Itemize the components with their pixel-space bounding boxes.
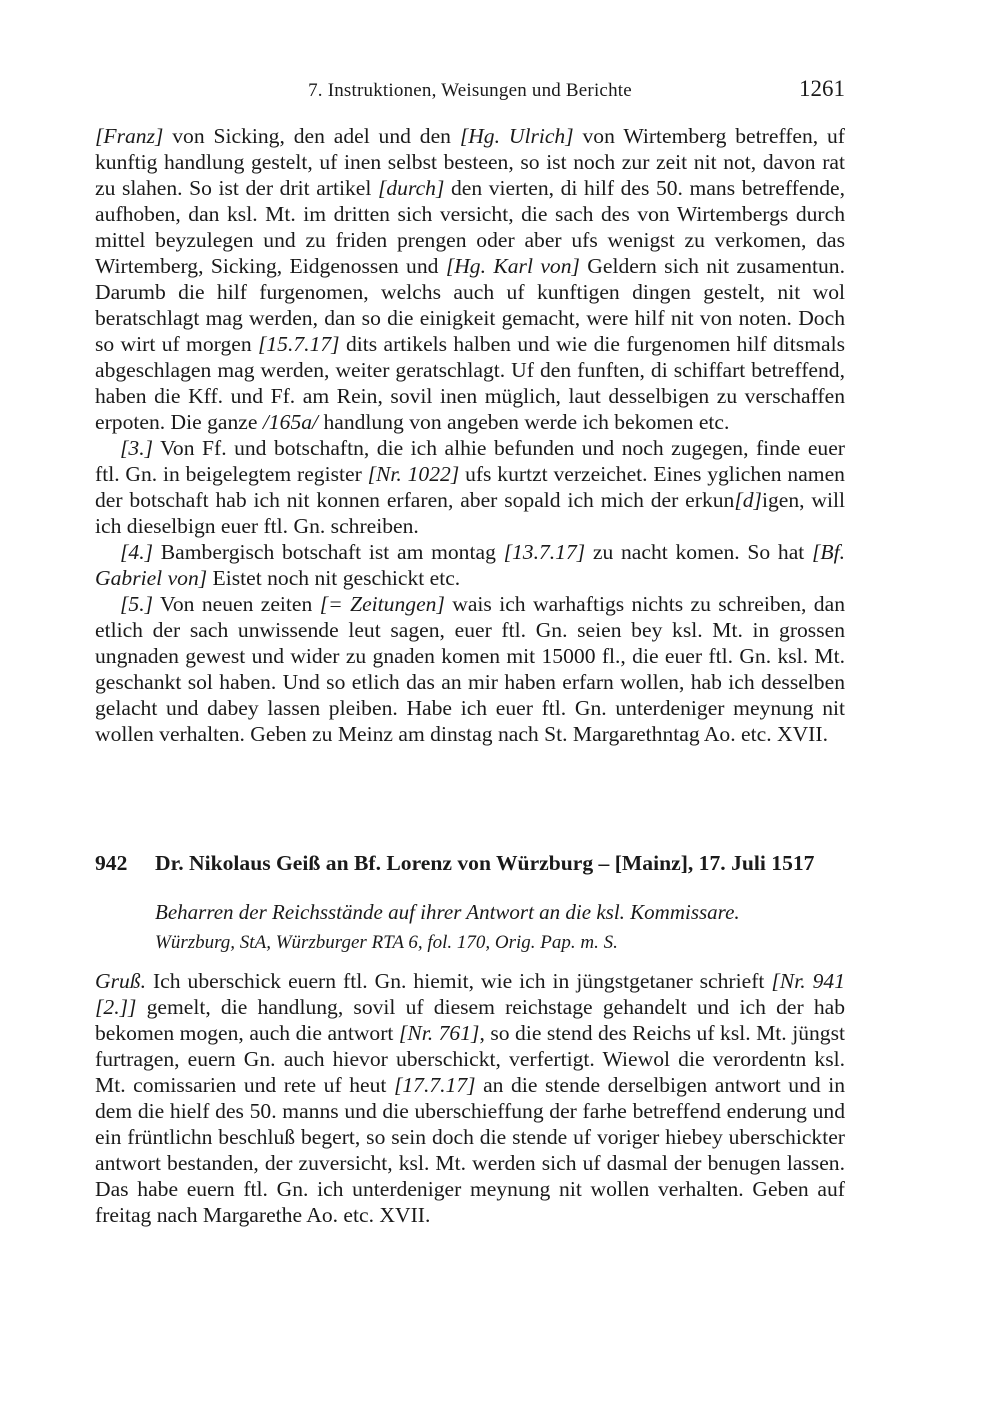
editorial-italic-text: Gruß.	[95, 969, 146, 993]
text-run: handlung von angeben werde ich bekomen etc.	[318, 410, 730, 434]
editorial-italic-text: [4.]	[120, 540, 154, 564]
text-run: Geldern sich nit zusamentun. Darumb die hilf furgenomen, welchs auch uf kunftigen dingen gestelt, nit wol beratschlagt mag werden, dan so die einigkeit gemacht, were hilf nit von noten. Doch so wirt uf morgen	[95, 254, 845, 356]
editorial-italic-text: [Nr. 761]	[398, 1021, 480, 1045]
text-run: zu nacht komen. So hat	[585, 540, 812, 564]
text-run: wais ich warhaftigs nichts zu schreiben, dan etlich der sach unwissende leut sagen, euer ftl. Gn. seien bey ksl. Mt. in grossen ungnaden gewest und wider zu gnaden komen mit 15000 fl., die euer ftl. Gn. ksl. Mt. geschankt sol haben. Und so etlich das an mir haben erfarn wollen, hab ich desselben gelacht und dabey lassen pleiben. Habe ich euer ftl. Gn. unterdeniger meynung nit wollen verhalten. Geben zu Meinz am dinstag nach St. Margarethntag Ao. etc. XVII.	[95, 592, 845, 746]
text-run: Von Ff. und botschaftn, die ich alhie befunden und noch zugegen, finde euer ftl. Gn. in beigelegtem register	[95, 436, 845, 486]
running-title: 7. Instruktionen, Weisungen und Berichte	[308, 80, 632, 101]
paragraph	[95, 123, 845, 435]
text-run: igen, will ich dieselbign euer ftl. Gn. schreiben.	[95, 488, 845, 538]
page-header	[95, 78, 845, 108]
text-run: Ich uberschick euern ftl. Gn. hiemit, wie ich in jüngstgetaner schrieft	[146, 969, 772, 993]
editorial-italic-text: [durch]	[377, 176, 445, 200]
text-run: Eistet noch nit geschickt etc.	[207, 566, 461, 590]
text-run: Von neuen zeiten	[153, 592, 320, 616]
editorial-italic-text: [17.7.17]	[393, 1073, 476, 1097]
text-run: an die stende derselbigen antwort und in dem die hielf des 50. manns und die uberschieffung der farhe betreffend enderung und ein früntlichn beschluß begert, so sein doch die stende uf voriger hiebey uberschickter antwort bestanden, der zuversicht, ksl. Mt. werden sich uf dasmal der benugen lassen. Das habe euern ftl. Gn. ich unterdeniger meynung nit wollen verhalten. Geben auf freitag nach Margarethe Ao. etc. XVII.	[95, 1073, 845, 1227]
text-run: Bambergisch botschaft ist am montag	[153, 540, 504, 564]
editorial-italic-text: [= Zeitungen]	[319, 592, 445, 616]
editorial-italic-text: [3.]	[120, 436, 154, 460]
editorial-italic-text: [13.7.17]	[503, 540, 586, 564]
text-run: gemelt, die handlung, sovil uf diesem reichstage gehandelt und ich der hab bekomen mogen, auch die antwort	[95, 995, 845, 1045]
paragraph	[95, 539, 845, 591]
document-title: Dr. Nikolaus Geiß an Bf. Lorenz von Würzburg – [Mainz], 17. Juli 1517	[155, 851, 815, 875]
text-run: , so die stend des Reichs uf ksl. Mt. jüngst furtragen, euern Gn. auch hievor uberschickt, verfertigt. Wiewol die verordentn ksl. Mt. comissarien und rete uf heut	[95, 1021, 845, 1097]
editorial-italic-text: [Bf. Gabriel von]	[95, 540, 845, 590]
text-run: den vierten, di hilf des 50. mans betreffende, aufhoben, dan ksl. Mt. im dritten sich versicht, die sach des von Wirtembergs durch mittel beyzulegen und zu friden prengen oder aber ufs wenigst zu verkomen, das Wirtemberg, Sicking, Eidgenossen und	[95, 176, 846, 278]
letter-text-continued	[95, 123, 845, 747]
text-run: von Wirtemberg betreffen, uf kunftig handlung gestelt, uf inen selbst besteen, so ist noch zur zeit nit not, davon rat zu slahen. So ist der drit artikel	[95, 124, 846, 200]
document-source: Würzburg, StA, Würzburger RTA 6, fol. 170, Orig. Pap. m. S.	[155, 932, 618, 953]
document-heading	[95, 849, 845, 877]
editorial-italic-text: [Nr. 941 [2.]]	[95, 969, 845, 1019]
paragraph	[95, 435, 845, 539]
editorial-italic-text: /165a/	[262, 410, 319, 434]
editorial-italic-text: [d]	[734, 488, 762, 512]
text-run: dits artikels halben und wie die furgenomen hilf ditsmals abgeschlagen mag werden, weiter geratschlagt. Uf den funften, di schiffart betreffend, haben die Kff. und Ff. am Rein, sovil inen müglich, laut desselbigen zu verschaffen erpoten. Die ganze	[95, 332, 845, 434]
editorial-italic-text: [Franz]	[95, 124, 164, 148]
paragraph	[95, 591, 845, 747]
editorial-italic-text: [Hg. Karl von]	[445, 254, 580, 278]
editorial-italic-text: [Nr. 1022]	[367, 462, 460, 486]
editorial-italic-text: [Hg. Ulrich]	[459, 124, 574, 148]
editorial-italic-text: [5.]	[120, 592, 154, 616]
editorial-italic-text: [15.7.17]	[257, 332, 340, 356]
document-regest: Beharren der Reichsstände auf ihrer Antwort an die ksl. Kommissare.	[155, 900, 740, 924]
text-run: von Sicking, den adel und den	[163, 124, 460, 148]
letter-text	[95, 968, 845, 1228]
document-number: 942	[95, 851, 128, 875]
page-number: 1261	[799, 76, 845, 101]
paragraph	[95, 968, 845, 1228]
text-run: ufs kurtzt verzeichet. Eines yglichen namen der botschaft hab ich nit konnen erfaren, aber sopald ich mich der erkun	[95, 462, 845, 512]
